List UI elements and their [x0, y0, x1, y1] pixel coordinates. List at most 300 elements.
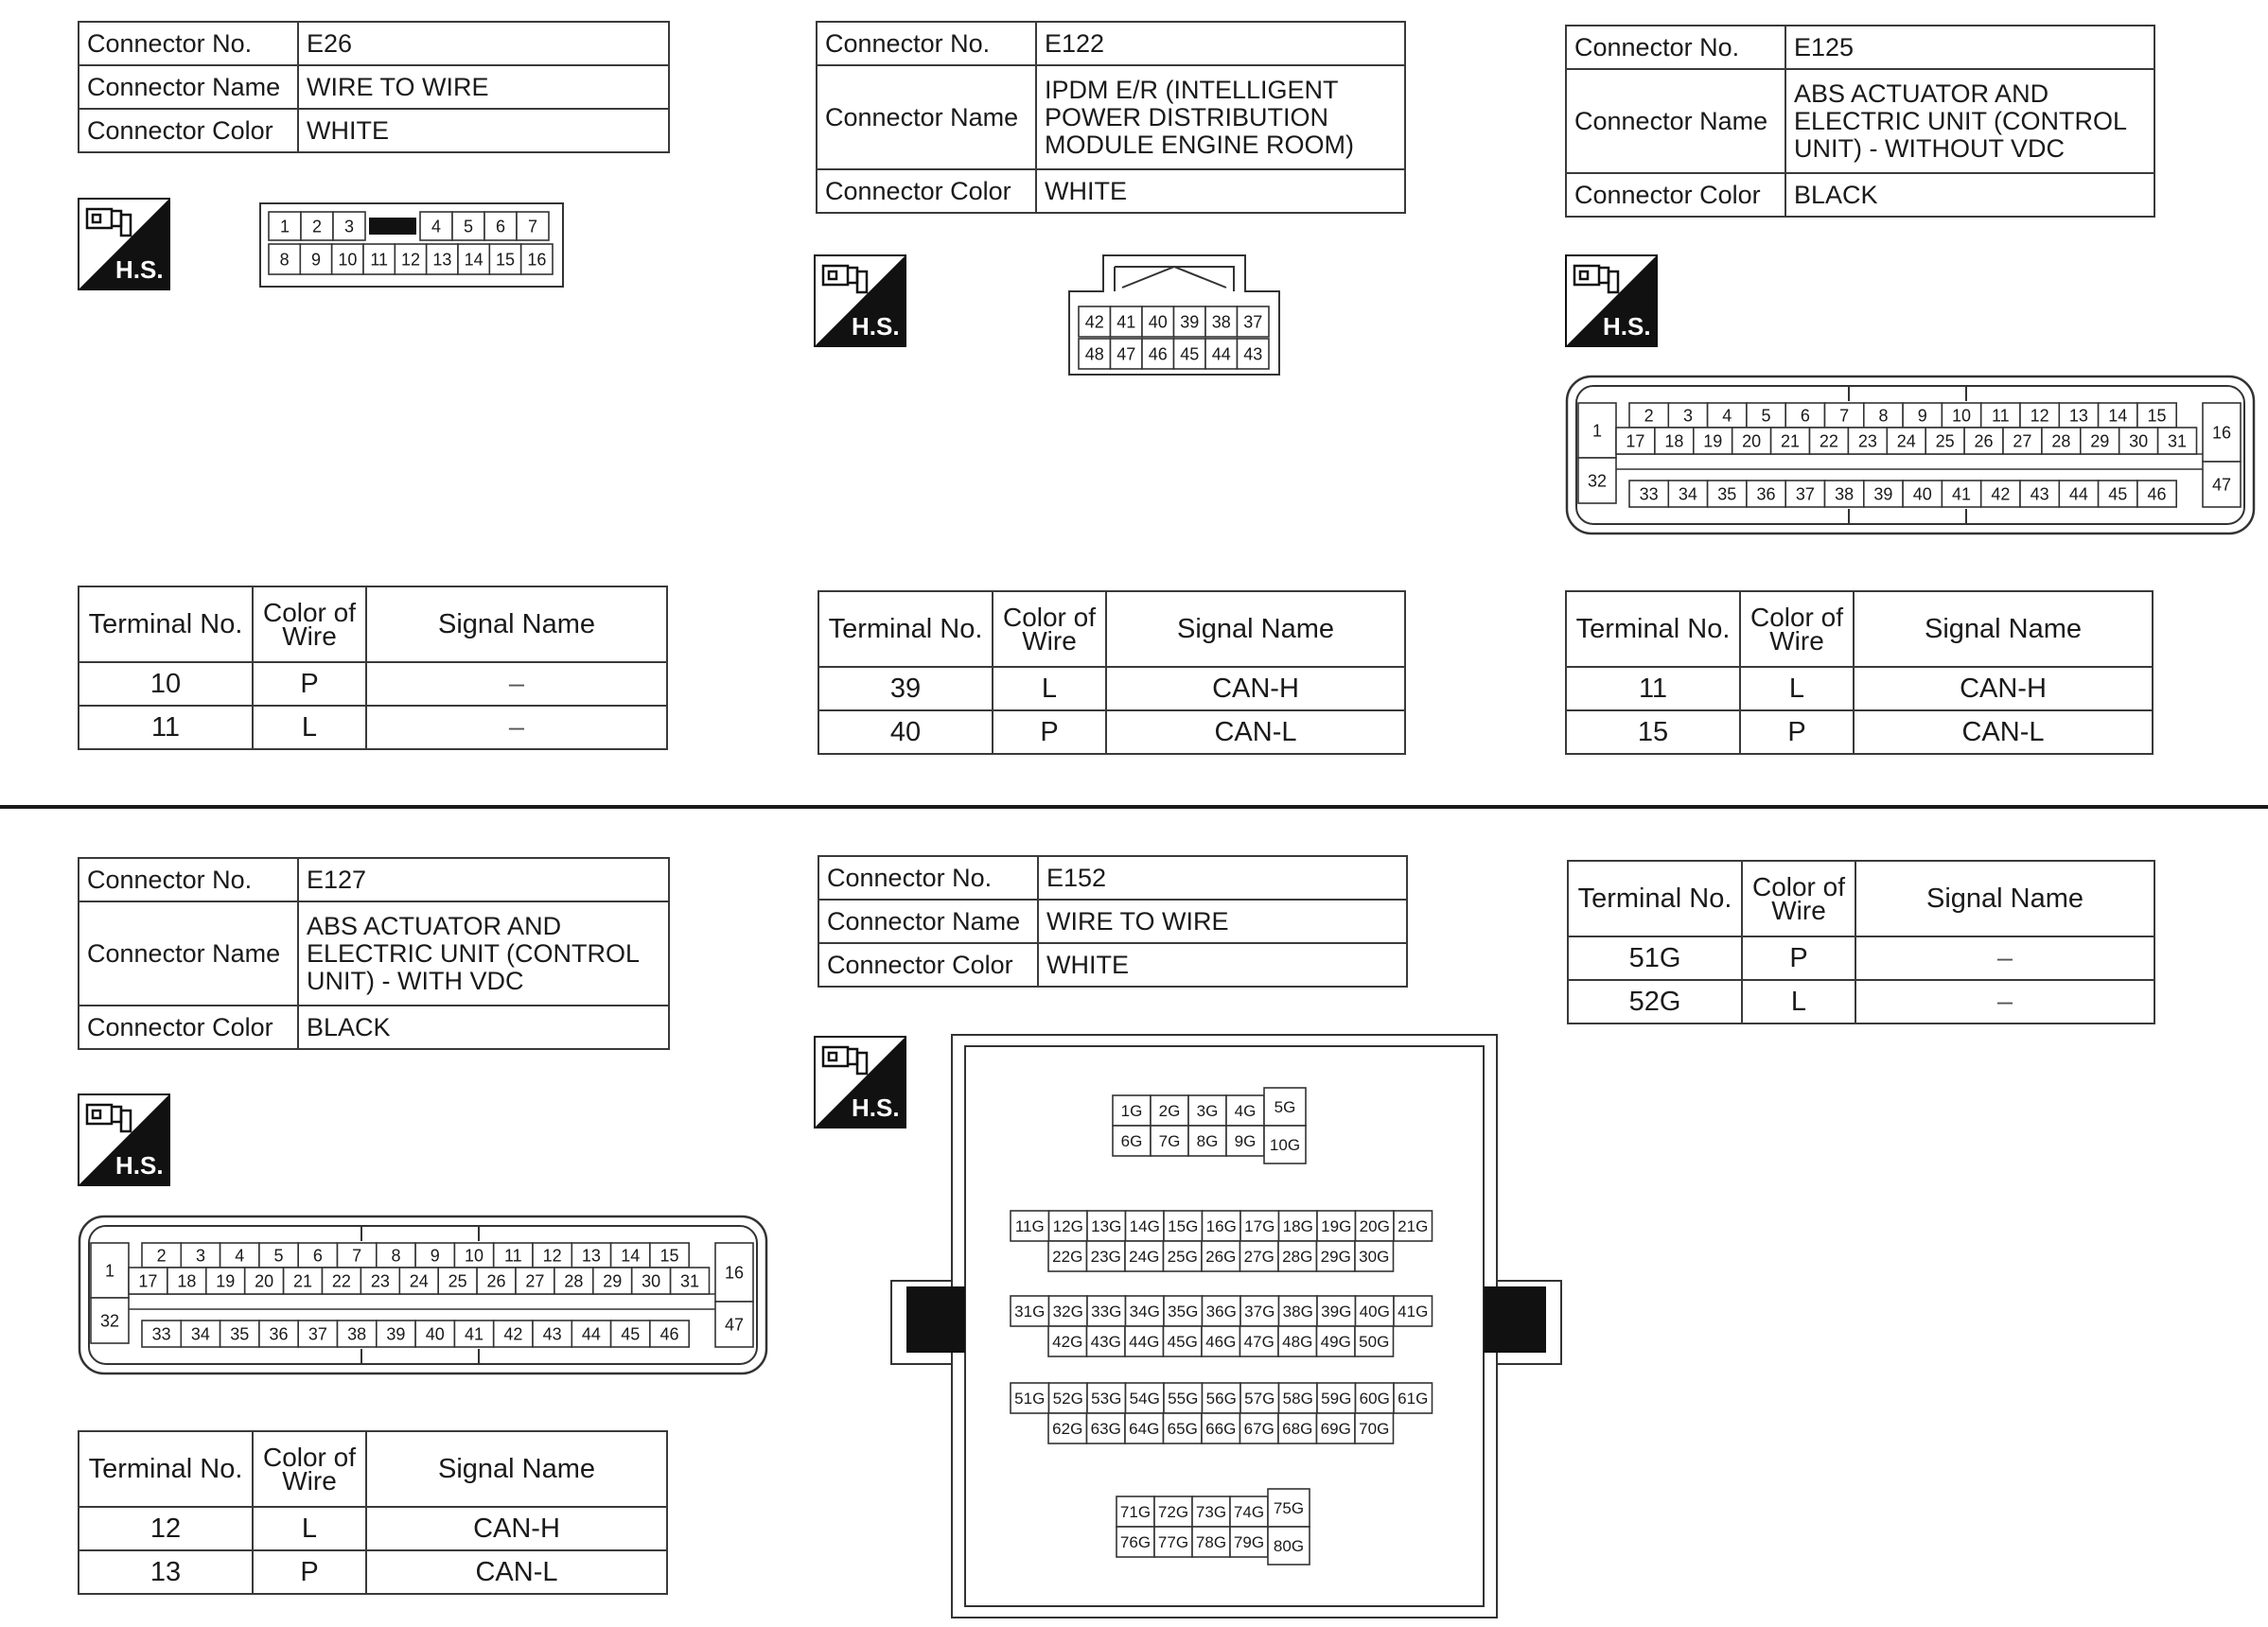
svg-text:33: 33 — [1639, 484, 1659, 504]
svg-text:65G: 65G — [1167, 1420, 1198, 1439]
connector-no-value: E125 — [1785, 26, 2154, 69]
harness-side-icon — [1565, 254, 1658, 347]
pin-cell — [611, 1243, 650, 1268]
color-of-wire-header: Color of Wire — [1742, 861, 1855, 936]
svg-text:13: 13 — [432, 250, 452, 270]
e26-info-table — [78, 21, 670, 153]
pin-cell — [715, 1302, 753, 1347]
svg-text:28G: 28G — [1282, 1248, 1313, 1267]
connector-no-label: Connector No. — [79, 858, 298, 901]
svg-text:40: 40 — [1148, 312, 1168, 332]
connector-color-value: WHITE — [1038, 943, 1407, 987]
pin-cell — [1668, 481, 1707, 507]
svg-text:5G: 5G — [1274, 1098, 1296, 1117]
svg-text:32: 32 — [99, 1311, 120, 1331]
svg-text:11: 11 — [370, 250, 389, 270]
svg-text:22: 22 — [331, 1271, 351, 1291]
pin-cell — [2042, 428, 2081, 454]
pin-cell — [415, 1321, 454, 1347]
pin-cell — [1864, 481, 1903, 507]
pin-cell — [494, 1321, 533, 1347]
svg-text:62G: 62G — [1052, 1420, 1083, 1439]
svg-text:45: 45 — [1180, 344, 1200, 364]
svg-text:19: 19 — [1703, 431, 1723, 451]
svg-text:11G: 11G — [1014, 1217, 1045, 1236]
pin-cell — [91, 1243, 129, 1298]
pin-cell — [1203, 1211, 1241, 1241]
svg-text:4: 4 — [235, 1246, 245, 1266]
pin-cell — [1203, 1383, 1241, 1413]
pin-cell — [323, 1268, 361, 1294]
pin-cell — [298, 1321, 337, 1347]
pin-cell — [1087, 1413, 1126, 1443]
svg-text:12: 12 — [400, 250, 421, 270]
pin-cell — [1125, 1326, 1164, 1356]
svg-text:22: 22 — [1819, 431, 1838, 451]
svg-text:32G: 32G — [1052, 1303, 1083, 1321]
pin-cell — [533, 1321, 571, 1347]
e152-terminal-table — [1567, 860, 2155, 1024]
pin-cell — [1079, 339, 1111, 369]
svg-text:41: 41 — [465, 1324, 484, 1344]
pin-cell — [1279, 1296, 1318, 1326]
svg-text:10: 10 — [465, 1246, 484, 1266]
svg-text:9: 9 — [1917, 406, 1927, 426]
svg-text:39: 39 — [386, 1324, 406, 1344]
connector-no-label: Connector No. — [1566, 26, 1785, 69]
connector-no-value: E122 — [1036, 22, 1405, 65]
svg-text:12: 12 — [542, 1246, 562, 1266]
svg-text:43: 43 — [2030, 484, 2049, 504]
svg-text:15: 15 — [495, 250, 516, 270]
connector-name-label: Connector Name — [817, 65, 1036, 169]
pin-cell — [1747, 403, 1785, 428]
table-row: 13 P CAN-L — [79, 1550, 667, 1594]
svg-text:74G: 74G — [1233, 1503, 1265, 1522]
svg-text:45G: 45G — [1167, 1333, 1198, 1352]
svg-text:11: 11 — [504, 1246, 522, 1266]
pin-cell — [1087, 1296, 1126, 1326]
pin-cell — [415, 1243, 454, 1268]
svg-text:21G: 21G — [1398, 1217, 1429, 1236]
pin-cell — [1205, 306, 1238, 337]
svg-text:61G: 61G — [1398, 1390, 1429, 1408]
svg-text:3: 3 — [1682, 406, 1693, 426]
pin-cell — [301, 212, 333, 240]
harness-side-icon — [78, 198, 170, 290]
svg-text:34: 34 — [1678, 484, 1697, 504]
svg-text:14G: 14G — [1129, 1217, 1160, 1236]
svg-text:39: 39 — [1180, 312, 1200, 332]
pin-cell — [516, 1268, 554, 1294]
pin-cell — [1087, 1326, 1126, 1356]
svg-text:15: 15 — [2147, 406, 2167, 426]
pin-cell — [1202, 1326, 1240, 1356]
svg-text:8: 8 — [1878, 406, 1889, 426]
e122-connector-face — [1065, 254, 1283, 378]
svg-text:42: 42 — [503, 1324, 523, 1344]
pin-cell — [1164, 1241, 1203, 1271]
svg-text:40: 40 — [425, 1324, 445, 1344]
pin-cell — [533, 1243, 571, 1268]
svg-text:H.S.: H.S. — [852, 312, 900, 341]
svg-text:45: 45 — [621, 1324, 641, 1344]
pin-cell — [1578, 458, 1616, 503]
pin-cell — [269, 212, 301, 240]
pin-cell — [1126, 1211, 1165, 1241]
svg-text:23G: 23G — [1090, 1248, 1121, 1267]
svg-text:32: 32 — [1587, 471, 1608, 491]
svg-text:69G: 69G — [1320, 1420, 1351, 1439]
pin-cell — [1164, 1296, 1203, 1326]
pin-cell — [1825, 481, 1864, 507]
pin-cell — [1268, 1489, 1310, 1527]
harness-side-icon — [78, 1093, 170, 1186]
pin-cell — [259, 1321, 298, 1347]
svg-text:68G: 68G — [1282, 1420, 1313, 1439]
connector-no-label: Connector No. — [79, 22, 298, 65]
pin-cell — [1048, 1326, 1087, 1356]
pin-cell — [1279, 1383, 1318, 1413]
pin-cell — [1240, 1383, 1279, 1413]
connector-color-label: Connector Color — [79, 1006, 298, 1049]
svg-text:4G: 4G — [1234, 1102, 1257, 1121]
pin-cell — [1317, 1326, 1356, 1356]
terminal-no-header: Terminal No. — [1566, 591, 1740, 667]
connector-name-label: Connector Name — [79, 65, 298, 109]
pin-cell — [671, 1268, 710, 1294]
pin-cell — [1264, 1126, 1306, 1163]
svg-text:41G: 41G — [1398, 1303, 1429, 1321]
connector-no-value: E152 — [1038, 856, 1407, 900]
pin-cell — [1202, 1413, 1240, 1443]
svg-text:58G: 58G — [1282, 1390, 1313, 1408]
pin-cell — [1226, 1126, 1264, 1156]
pin-cell — [1116, 1527, 1154, 1557]
pin-cell — [1240, 1241, 1279, 1271]
pin-cell — [611, 1321, 650, 1347]
pin-cell — [517, 212, 549, 240]
e122-terminal-table — [818, 590, 1406, 755]
table-row: 10 P – — [79, 662, 667, 706]
pin-cell — [2020, 403, 2059, 428]
pin-cell — [1887, 428, 1925, 454]
svg-text:60G: 60G — [1359, 1390, 1390, 1408]
pin-cell — [1655, 428, 1694, 454]
connector-no-value: E26 — [298, 22, 669, 65]
svg-text:30G: 30G — [1359, 1248, 1390, 1267]
pin-cell — [1925, 428, 1964, 454]
svg-text:7: 7 — [527, 217, 538, 236]
svg-text:7: 7 — [1839, 406, 1850, 426]
svg-text:30: 30 — [2129, 431, 2149, 451]
svg-text:30: 30 — [642, 1271, 661, 1291]
svg-text:9: 9 — [310, 250, 322, 270]
svg-text:8: 8 — [279, 250, 290, 270]
svg-text:5: 5 — [273, 1246, 284, 1266]
svg-text:50G: 50G — [1359, 1333, 1390, 1352]
table-row: 51G P – — [1568, 936, 2154, 980]
color-of-wire-header: Color of Wire — [993, 591, 1106, 667]
e125-info-table — [1565, 25, 2155, 218]
pin-cell — [167, 1268, 206, 1294]
signal-name-header: Signal Name — [366, 1431, 667, 1507]
svg-text:33: 33 — [151, 1324, 171, 1344]
pin-cell — [1732, 428, 1771, 454]
svg-text:38G: 38G — [1282, 1303, 1313, 1321]
color-of-wire-header: Color of Wire — [253, 586, 366, 662]
pin-cell — [1747, 481, 1785, 507]
pin-cell — [1174, 306, 1206, 337]
pin-cell — [1785, 481, 1824, 507]
pin-cell — [632, 1268, 671, 1294]
pin-cell — [395, 244, 426, 274]
svg-text:21: 21 — [293, 1271, 313, 1291]
svg-text:37G: 37G — [1244, 1303, 1275, 1321]
svg-text:27: 27 — [525, 1271, 545, 1291]
pin-cell — [1278, 1326, 1317, 1356]
svg-text:9: 9 — [430, 1246, 440, 1266]
svg-text:63G: 63G — [1090, 1420, 1121, 1439]
svg-text:25G: 25G — [1167, 1248, 1198, 1267]
pin-cell — [1111, 306, 1143, 337]
pin-cell — [1317, 1383, 1356, 1413]
svg-text:38: 38 — [347, 1324, 367, 1344]
pin-cell — [300, 244, 331, 274]
svg-text:4: 4 — [1722, 406, 1732, 426]
section-divider — [0, 805, 2268, 809]
pin-cell — [2081, 428, 2119, 454]
svg-text:46: 46 — [2147, 484, 2167, 504]
pin-cell — [1616, 428, 1655, 454]
svg-text:57G: 57G — [1244, 1390, 1275, 1408]
pin-cell — [1049, 1296, 1088, 1326]
pin-cell — [1771, 428, 1810, 454]
pin-cell — [1317, 1211, 1356, 1241]
pin-cell — [2099, 481, 2137, 507]
pin-cell — [1113, 1095, 1151, 1126]
svg-text:29: 29 — [2090, 431, 2110, 451]
svg-text:45: 45 — [2108, 484, 2128, 504]
svg-text:23: 23 — [370, 1271, 390, 1291]
svg-text:38: 38 — [1835, 484, 1855, 504]
e26-terminal-table — [78, 586, 668, 750]
svg-text:17G: 17G — [1244, 1217, 1275, 1236]
signal-name-header: Signal Name — [1855, 861, 2154, 936]
svg-text:25: 25 — [1935, 431, 1955, 451]
pin-cell — [1964, 428, 2003, 454]
pin-cell — [1151, 1126, 1188, 1156]
pin-cell — [571, 1243, 610, 1268]
pin-cell — [489, 244, 520, 274]
pin-cell — [2158, 428, 2197, 454]
svg-text:1: 1 — [1591, 421, 1603, 441]
pin-cell — [1394, 1296, 1433, 1326]
svg-text:31: 31 — [680, 1271, 700, 1291]
svg-text:2: 2 — [1644, 406, 1654, 426]
pin-cell — [181, 1321, 220, 1347]
signal-name-header: Signal Name — [1106, 591, 1405, 667]
pin-cell — [1230, 1527, 1268, 1557]
svg-text:52G: 52G — [1052, 1390, 1083, 1408]
svg-text:51G: 51G — [1014, 1390, 1046, 1408]
pin-cell — [494, 1243, 533, 1268]
pin-cell — [1113, 1126, 1151, 1156]
svg-text:40: 40 — [1912, 484, 1932, 504]
pin-cell — [650, 1243, 689, 1268]
svg-text:78G: 78G — [1195, 1533, 1227, 1552]
connector-no-label: Connector No. — [818, 856, 1038, 900]
pin-cell — [1202, 1241, 1240, 1271]
svg-text:42: 42 — [1991, 484, 2011, 504]
svg-text:3: 3 — [343, 217, 355, 236]
table-row: 39 L CAN-H — [818, 667, 1405, 710]
pin-cell — [220, 1243, 259, 1268]
pin-cell — [1394, 1383, 1433, 1413]
pin-cell — [1111, 339, 1143, 369]
pin-cell — [1942, 403, 1980, 428]
pin-cell — [1668, 403, 1707, 428]
svg-text:7G: 7G — [1158, 1132, 1181, 1151]
svg-text:36: 36 — [1756, 484, 1776, 504]
svg-text:31G: 31G — [1014, 1303, 1046, 1321]
pin-cell — [269, 244, 300, 274]
pin-cell — [1629, 403, 1668, 428]
pin-cell — [259, 1243, 298, 1268]
pin-cell — [91, 1298, 129, 1343]
connector-no-label: Connector No. — [817, 22, 1036, 65]
pin-cell — [1981, 403, 2020, 428]
pin-cell — [1810, 428, 1849, 454]
svg-text:18: 18 — [177, 1271, 197, 1291]
e26-connector-face — [259, 202, 564, 288]
svg-text:29G: 29G — [1320, 1248, 1351, 1267]
pin-cell — [1192, 1496, 1230, 1527]
pin-cell — [1087, 1241, 1126, 1271]
pin-cell — [142, 1321, 181, 1347]
svg-text:48: 48 — [1084, 344, 1104, 364]
connector-name-value: ABS ACTUATOR AND ELECTRIC UNIT (CONTROL UNIT) - WITH VDC — [298, 901, 669, 1006]
pin-cell — [129, 1268, 167, 1294]
pin-cell — [1188, 1126, 1226, 1156]
pin-cell — [1116, 1496, 1154, 1527]
svg-text:22G: 22G — [1052, 1248, 1083, 1267]
svg-text:35: 35 — [230, 1324, 250, 1344]
table-row: 40 P CAN-L — [818, 710, 1405, 754]
svg-text:1: 1 — [279, 217, 290, 236]
svg-text:34: 34 — [190, 1324, 210, 1344]
pin-cell — [1355, 1326, 1394, 1356]
svg-text:76G: 76G — [1119, 1533, 1152, 1552]
table-row: 12 L CAN-H — [79, 1507, 667, 1550]
pin-cell — [284, 1268, 323, 1294]
svg-text:66G: 66G — [1205, 1420, 1237, 1439]
svg-text:43G: 43G — [1090, 1333, 1121, 1352]
svg-text:47: 47 — [2211, 475, 2232, 495]
svg-text:71G: 71G — [1119, 1503, 1152, 1522]
pin-cell — [1942, 481, 1980, 507]
svg-text:75G: 75G — [1273, 1499, 1305, 1518]
pin-cell — [715, 1243, 753, 1302]
svg-text:25: 25 — [448, 1271, 467, 1291]
svg-text:47: 47 — [724, 1315, 745, 1335]
svg-text:H.S.: H.S. — [852, 1093, 900, 1122]
pin-cell — [1174, 339, 1206, 369]
svg-text:33G: 33G — [1091, 1303, 1122, 1321]
connector-color-value: BLACK — [1785, 173, 2154, 217]
pin-cell — [1317, 1241, 1356, 1271]
terminal-no-header: Terminal No. — [79, 586, 253, 662]
table-row: 11 L CAN-H — [1566, 667, 2153, 710]
svg-text:6: 6 — [1800, 406, 1810, 426]
svg-text:24: 24 — [1896, 431, 1916, 451]
pin-cell — [220, 1321, 259, 1347]
svg-text:48G: 48G — [1282, 1333, 1313, 1352]
svg-text:67G: 67G — [1243, 1420, 1275, 1439]
table-row: 11 L – — [79, 706, 667, 749]
svg-text:37: 37 — [1795, 484, 1815, 504]
svg-text:2: 2 — [156, 1246, 167, 1266]
connector-color-value: BLACK — [298, 1006, 669, 1049]
svg-text:44G: 44G — [1129, 1333, 1160, 1352]
svg-text:49G: 49G — [1320, 1333, 1351, 1352]
signal-name-header: Signal Name — [366, 586, 667, 662]
svg-text:47: 47 — [1116, 344, 1136, 364]
svg-text:16G: 16G — [1205, 1217, 1237, 1236]
svg-text:80G: 80G — [1273, 1537, 1305, 1556]
pin-cell — [1981, 481, 2020, 507]
connector-name-value: ABS ACTUATOR AND ELECTRIC UNIT (CONTROL UNIT) - WITHOUT VDC — [1785, 69, 2154, 173]
svg-text:35: 35 — [1717, 484, 1737, 504]
svg-text:13: 13 — [2068, 406, 2088, 426]
connector-color-label: Connector Color — [818, 943, 1038, 987]
svg-text:70G: 70G — [1359, 1420, 1390, 1439]
pin-cell — [332, 244, 363, 274]
pin-cell — [484, 212, 517, 240]
svg-text:27: 27 — [2013, 431, 2032, 451]
svg-text:77G: 77G — [1157, 1533, 1189, 1552]
pin-cell — [142, 1243, 181, 1268]
svg-text:79G: 79G — [1233, 1533, 1265, 1552]
svg-text:23: 23 — [1857, 431, 1877, 451]
pin-cell — [1164, 1211, 1203, 1241]
color-of-wire-header: Color of Wire — [1740, 591, 1854, 667]
svg-text:44: 44 — [581, 1324, 601, 1344]
e152-connector-face — [889, 1033, 1563, 1621]
svg-text:10G: 10G — [1269, 1136, 1301, 1155]
pin-cell — [1238, 306, 1270, 337]
pin-cell — [1011, 1211, 1049, 1241]
svg-text:46G: 46G — [1205, 1333, 1237, 1352]
pin-cell — [1125, 1241, 1164, 1271]
pin-cell — [2099, 403, 2137, 428]
pin-cell — [458, 244, 489, 274]
svg-text:13: 13 — [581, 1246, 601, 1266]
svg-text:6: 6 — [312, 1246, 323, 1266]
pin-cell — [1864, 403, 1903, 428]
svg-text:16: 16 — [2211, 423, 2232, 443]
pin-cell — [1279, 1211, 1318, 1241]
svg-text:4: 4 — [431, 217, 442, 236]
table-row: 15 P CAN-L — [1566, 710, 2153, 754]
pin-cell — [1154, 1496, 1192, 1527]
table-row: 52G L – — [1568, 980, 2154, 1023]
pin-cell — [1048, 1413, 1087, 1443]
pin-cell — [1049, 1211, 1088, 1241]
svg-text:14: 14 — [464, 250, 483, 270]
pin-cell — [1694, 428, 1732, 454]
pin-cell — [1708, 481, 1747, 507]
